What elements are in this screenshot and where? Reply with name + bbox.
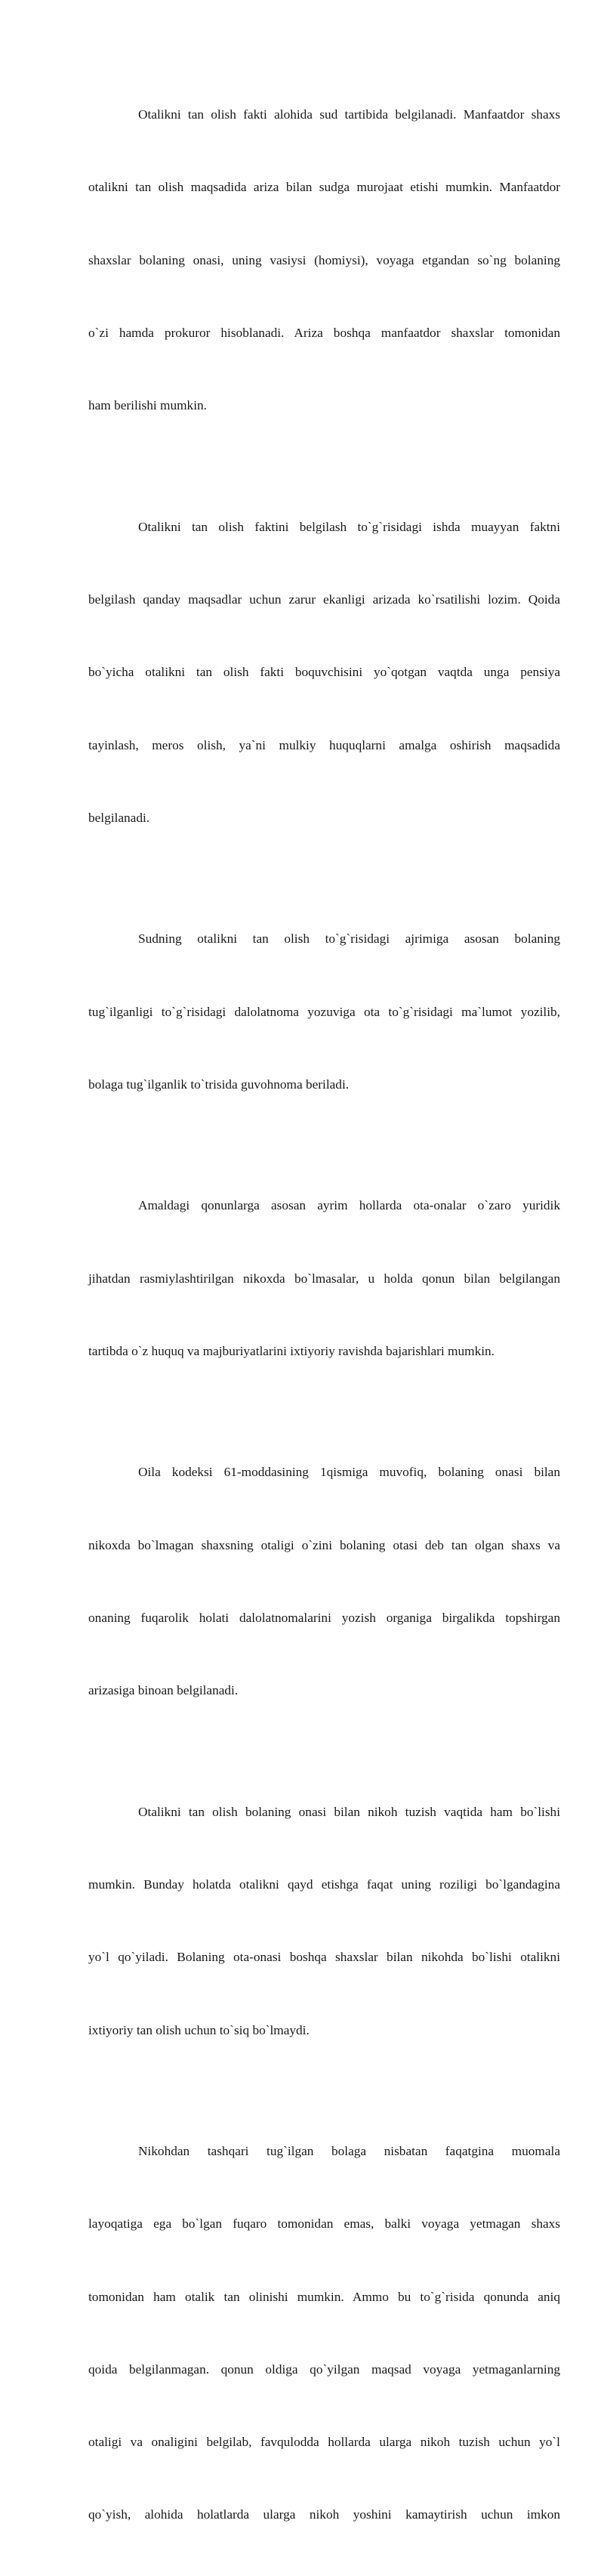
text-line: Otalikni tan olish faktini belgilash to`g`risidagi ishda muayyan faktni bbox=[138, 519, 560, 534]
text-line: bo`yicha otalikni tan olish fakti boquvchisini yo`qotgan vaqtda unga pensiya bbox=[88, 665, 560, 680]
text-line: otaligi va onaligini belgilab, favqulodda hollarda ularga nikoh tuzish uchun yo`l bbox=[88, 2435, 560, 2450]
text-line: tomonidan ham otalik tan olinishi mumkin. Ammo bu to`g`risida qonunda aniq bbox=[88, 2289, 560, 2304]
text-line: Otalikni tan olish bolaning onasi bilan nikoh tuzish vaqtida ham bo`lishi bbox=[138, 1804, 560, 1819]
text-line: bolaga tug`ilganlik to`trisida guvohnoma beriladi. bbox=[88, 1076, 350, 1092]
paragraph-2 bbox=[88, 467, 560, 879]
text-line: tug`ilganligi to`g`risidagi dalolatnoma yozuviga ota to`g`risidagi ma`lumot yozilib, bbox=[88, 1004, 560, 1019]
paragraph-6 bbox=[88, 1752, 560, 2091]
paragraph-5 bbox=[88, 1412, 560, 1751]
text-line: Oila kodeksi 61-moddasining 1qismiga muvofiq, bolaning onasi bilan bbox=[138, 1465, 560, 1480]
text-line: shaxslar bolaning onasi, uning vasiysi (homiysi), voyaga etgandan so`ng bolaning bbox=[88, 252, 560, 267]
text-line: Sudning otalikni tan olish to`g`risidagi ajrimiga asosan bolaning bbox=[138, 931, 560, 947]
text-line: Amaldagi qonunlarga asosan ayrim hollarda ota-onalar o`zaro yuridik bbox=[138, 1198, 560, 1213]
text-line: belgilanadi. bbox=[88, 810, 150, 825]
text-line: Nikohdan tashqari tug`ilgan bolaga nisbatan faqatgina muomala bbox=[138, 2144, 560, 2159]
text-line: qoida belgilanmagan. qonun oldiga qo`yilgan maqsad voyaga yetmaganlarning bbox=[88, 2361, 560, 2377]
text-line: Otalikni tan olish fakti alohida sud tartibida belgilanadi. Manfaatdor shaxs bbox=[138, 107, 560, 122]
text-line: otalikni tan olish maqsadida ariza bilan sudga murojaat etishi mumkin. Manfaatdor bbox=[88, 180, 560, 195]
text-line: jihatdan rasmiylashtirilgan nikoxda bo`lmasalar, u holda qonun bilan belgilangan bbox=[88, 1271, 560, 1286]
text-line: arizasiga binoan belgilanadi. bbox=[88, 1683, 239, 1698]
text-line: tayinlash, meros olish, ya`ni mulkiy huquqlarni amalga oshirish maqsadida bbox=[88, 737, 560, 752]
text-line: onaning fuqarolik holati dalolatnomalarini yozish organiga birgalikda topshirgan bbox=[88, 1611, 560, 1625]
text-line: nikoxda bo`lmagan shaxsning otaligi o`zini bolaning otasi deb tan olgan shaxs va bbox=[88, 1537, 560, 1552]
text-line: tartibda o`z huquq va majburiyatlarini ixtiyoriy ravishda bajarishlari mumkin. bbox=[88, 1343, 495, 1358]
text-line: ham berilishi mumkin. bbox=[88, 398, 207, 413]
document-body bbox=[88, 54, 560, 2576]
paragraph-1 bbox=[88, 54, 560, 467]
text-line: mumkin. Bunday holatda otalikni qayd etishga faqat uning roziligi bo`lgandagina bbox=[88, 1877, 560, 1892]
text-line: qo`yish, alohida holatlarda ularga nikoh yoshini kamaytirish uchun imkon bbox=[88, 2507, 560, 2522]
text-line: yo`l qo`yiladi. Bolaning ota-onasi boshqa shaxslar bilan nikohda bo`lishi otalikni bbox=[88, 1950, 560, 1965]
paragraph-7 bbox=[88, 2091, 560, 2576]
text-line: layoqatiga ega bo`lgan fuqaro tomonidan emas, balki voyaga yetmagan shaxs bbox=[88, 2216, 560, 2232]
text-line: belgilash qanday maqsadlar uchun zarur ekanligi arizada ko`rsatilishi lozim. Qoida bbox=[88, 592, 560, 607]
text-line: o`zi hamda prokuror hisoblanadi. Ariza boshqa manfaatdor shaxslar tomonidan bbox=[88, 326, 560, 341]
text-line: ixtiyoriy tan olish uchun to`siq bo`lmaydi. bbox=[88, 2022, 310, 2037]
paragraph-3 bbox=[88, 879, 560, 1145]
paragraph-4 bbox=[88, 1145, 560, 1412]
